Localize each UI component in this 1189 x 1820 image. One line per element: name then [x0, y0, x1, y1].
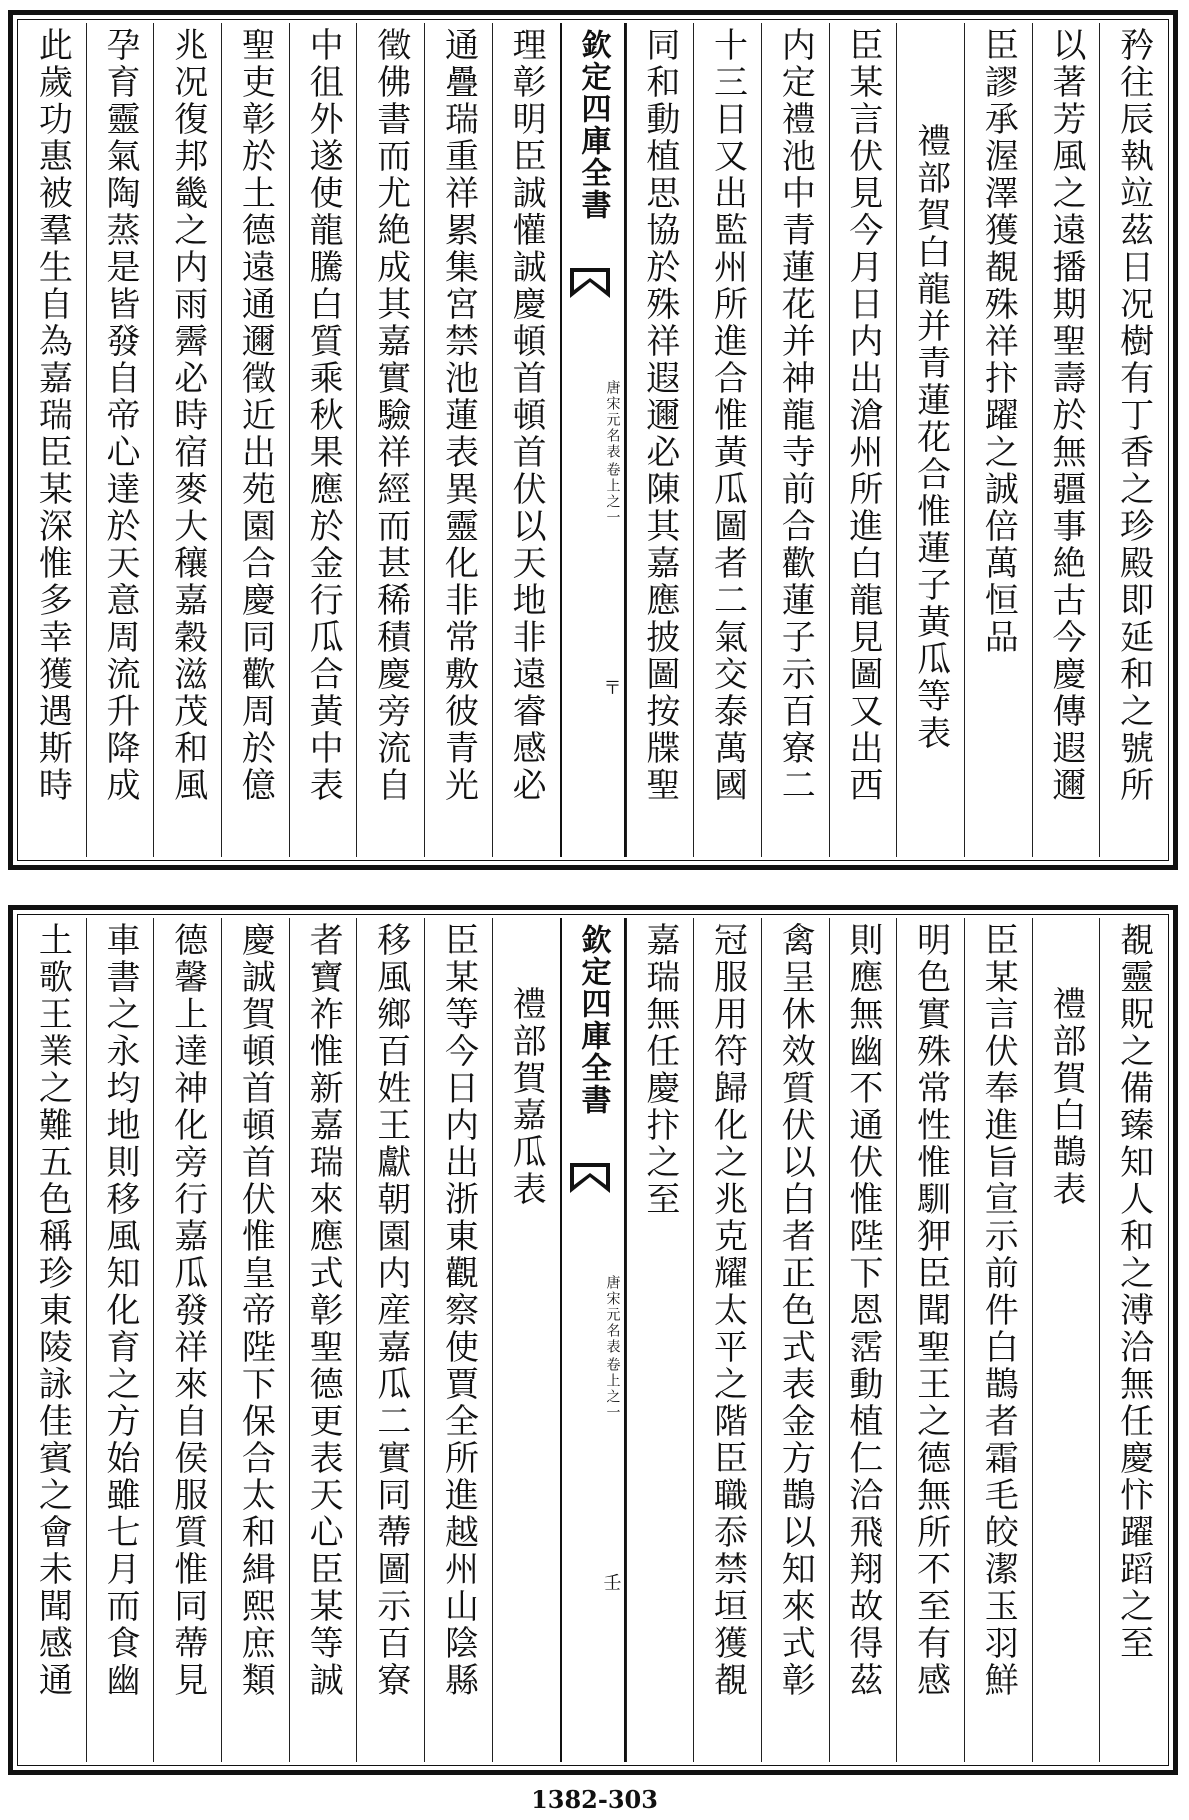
column-text: 明色實殊常性惟馴狎臣聞聖王之德無所不至有感: [910, 922, 951, 1699]
subtitle-left: 卷上之一: [604, 1357, 621, 1421]
column-text: 臣某等今日内出浙東觀察使賈全所進越州山陰縣: [438, 922, 479, 1699]
text-column: [424, 23, 492, 857]
text-column: [896, 918, 964, 1762]
section-title: 禮部賀白龍并青蓮花合惟蓮子黃瓜等表: [910, 123, 951, 752]
series-title: 欽定四庫全書: [575, 924, 611, 1116]
column-text: 慶誠賀頓首頓首伏惟皇帝陛下保合太和緝熙庶類: [235, 922, 276, 1699]
text-column: [424, 918, 492, 1762]
column-text: 臣謬承渥澤獲覩殊祥抃躍之誠倍萬恒品: [978, 27, 1019, 656]
text-column: [492, 918, 560, 1762]
bottom-page: [8, 905, 1178, 1775]
text-column: [153, 918, 221, 1762]
column-text: 臣某言伏奉進旨宣示前件白鵲者霜毛皎潔玉羽鮮: [978, 922, 1019, 1699]
column-text: 矜往辰執竝茲日况樹有丁香之珍殿即延和之號所: [1113, 27, 1154, 804]
text-column: [153, 23, 221, 857]
text-column: [964, 918, 1032, 1762]
top-columns: [19, 23, 1167, 857]
column-text: 内定禮池中青蓮花并神龍寺前合歡蓮子示百寮二: [775, 27, 816, 804]
center-fold-column: [560, 918, 626, 1762]
column-text: 聖吏彰於土德遠通邇徵近出苑園合慶同歡周於億: [235, 27, 276, 804]
page-footer-number: 1382-303: [531, 1785, 658, 1814]
column-text: 理彰明臣誠懽誠慶頓首頓首伏以天地非遠睿感必: [506, 27, 547, 804]
column-text: 此歲功惠被羣生自為嘉瑞臣某深惟多幸獲遇斯時: [32, 27, 73, 804]
text-column: [626, 918, 694, 1762]
text-column: [829, 23, 897, 857]
section-title: 禮部賀嘉瓜表: [506, 986, 547, 1208]
column-text: 土歌王業之難五色稱珍東陵詠佳賓之會未聞感通: [32, 922, 73, 1699]
column-text: 以著芳風之遠播期聖壽於無疆事絶古今慶傳遐邇: [1045, 27, 1086, 804]
column-text: 臣某言伏見今月日内出滄州所進白龍見圖又出西: [842, 27, 883, 804]
text-column: [289, 23, 357, 857]
text-column: [693, 23, 761, 857]
center-subtitle: [566, 353, 620, 553]
column-text: 德馨上達神化旁行嘉瓜發祥來自侯服質惟同蔕見: [167, 922, 208, 1699]
series-title: 欽定四庫全書: [575, 29, 611, 221]
column-text: 兆况復邦畿之内雨霽必時宿麥大穰嘉穀滋茂和風: [167, 27, 208, 804]
text-column: [356, 918, 424, 1762]
text-column: [693, 918, 761, 1762]
column-text: 者寶祚惟新嘉瑞來應式彰聖德更表天心臣某等誠: [303, 922, 344, 1699]
text-column: [86, 918, 154, 1762]
fishtail-mark-icon: [570, 268, 610, 298]
text-column: [19, 918, 86, 1762]
text-column: [1099, 23, 1167, 857]
center-subtitle: [566, 1248, 620, 1448]
subtitle-right: 唐宋元名表: [604, 1275, 621, 1355]
column-text: 徵佛書而尤絶成其嘉實驗祥經而甚稀積慶旁流自: [370, 27, 411, 804]
subtitle-left: 卷上之一: [604, 462, 621, 526]
center-fold-column: [560, 23, 626, 857]
column-text: 孕育靈氣陶蒸是皆發自帝心達於天意周流升降成: [100, 27, 141, 804]
top-page: [8, 10, 1178, 870]
text-column: [221, 23, 289, 857]
subtitle-right: 唐宋元名表: [604, 380, 621, 460]
text-column: [964, 23, 1032, 857]
column-text: 禽呈休效質伏以白者正色式表金方鵲以知來式彰: [775, 922, 816, 1699]
fishtail-mark-icon: [570, 1163, 610, 1193]
folio-number: 〒: [600, 678, 622, 696]
text-column: [761, 918, 829, 1762]
text-column: [19, 23, 86, 857]
text-column: [289, 918, 357, 1762]
bottom-columns: [19, 918, 1167, 1762]
column-text: 嘉瑞無任慶抃之至: [639, 922, 680, 1218]
column-text: 移風鄉百姓王獻朝園内産嘉瓜二實同蔕圖示百寮: [370, 922, 411, 1699]
text-column: [86, 23, 154, 857]
column-text: 則應無幽不通伏惟陛下恩霑動植仁洽飛翔故得茲: [842, 922, 883, 1699]
folio-number: 壬: [600, 1573, 622, 1591]
text-column: [896, 23, 964, 857]
text-column: [1032, 918, 1100, 1762]
text-column: [1032, 23, 1100, 857]
text-column: [492, 23, 560, 857]
text-column: [761, 23, 829, 857]
text-column: [626, 23, 694, 857]
column-text: 十三日又出監州所進合惟黃瓜圖者二氣交泰萬國: [707, 27, 748, 804]
column-text: 通疊瑞重祥累集宮禁池蓮表異靈化非常敷彼青光: [438, 27, 479, 804]
column-text: 同和動植思協於殊祥遐邇必陳其嘉應披圖按牒聖: [639, 27, 680, 804]
text-column: [829, 918, 897, 1762]
section-title: 禮部賀白鵲表: [1045, 986, 1086, 1208]
text-column: [221, 918, 289, 1762]
text-column: [1099, 918, 1167, 1762]
column-text: 覩靈貺之備臻知人和之溥洽無任慶忭躍蹈之至: [1113, 922, 1154, 1662]
column-text: 冠服用符歸化之兆克耀太平之階臣職忝禁垣獲覩: [707, 922, 748, 1699]
text-column: [356, 23, 424, 857]
column-text: 車書之永均地則移風知化育之方始雖七月而食幽: [100, 922, 141, 1699]
column-text: 中徂外遂使龍騰白質乘秋果應於金行瓜合黃中表: [303, 27, 344, 804]
